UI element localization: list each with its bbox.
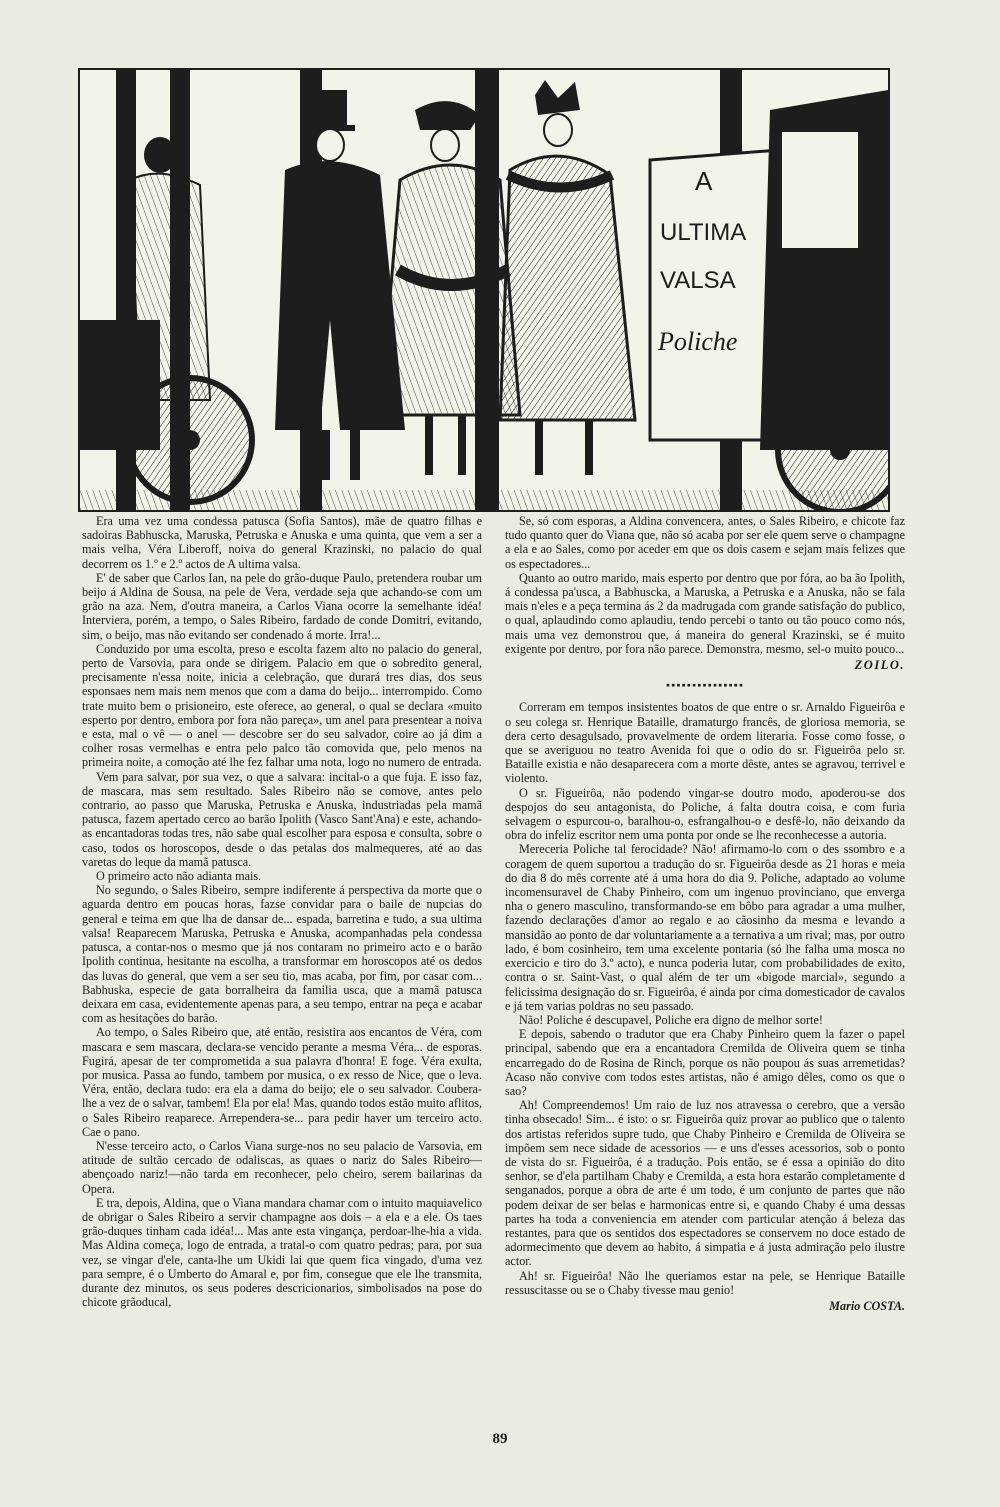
theatre-illustration <box>78 68 890 512</box>
poster-line-4: Poliche <box>658 327 738 356</box>
poster-line-3: VALSA <box>660 267 736 294</box>
article-paragraph: O primeiro acto não adianta mais. <box>96 869 262 884</box>
article-paragraph: Ah! sr. Figueirôa! Não lhe queriamos estar na pele, se Henrique Bataille ressuscitasse ou se o Chaby tivesse mau genio! <box>505 1268 905 1297</box>
article-paragraph: E' de saber que Carlos Ian, na pele do grão-duque Paulo, pretendera roubar um beijo á Aldina de Sousa, na pele de Vera, verdade seja que achando-se com um grão na aza. Nem, d'outra maneira, a Carlos Viana ocorre la semelhante idéa! Interviera, porém, a tempo, o Sales Ribeiro, fardado de conde Domitri, evitando, sim, o beijo, mas não evitando ser condenado á morte. Irra!... <box>82 570 482 642</box>
article-paragraph: Não! Poliche é descupavel, Poliche era digno de melhor sorte! <box>519 1012 823 1027</box>
article-paragraph: Correram em tempos insistentes boatos de que entre o sr. Arnaldo Figueirôa e o seu colega sr. Henrique Bataille, dramaturgo francês, de gloriosa memoria, se dera certo desagulsado, provavelmente de ordem literaria. Fosse como fosse, o que se averiguou no teatro Avenida foi que o odio do sr. Figueirôa pelo sr. Bataille existia e não desaparecera com a morte dêste, antes se agravou, terrivel e violento. <box>505 700 905 786</box>
article-paragraph: Era uma vez uma condessa patusca (Sofia Santos), mãe de quatro filhas e sadoiras Babhuscka, Maruska, Petruska e Anuska e uma quinta, que vem a ser a mais velha, Véra Liberoff, noiva do general Krazinski, no palacio do qual decorrem os 1.º e 2.º actos de A ultima valsa. <box>82 514 482 571</box>
poster <box>650 150 780 440</box>
article-paragraph: Vem para salvar, por sua vez, o que a salvara: incital-o a que fuja. E isso faz, de mascara, mas sem resultado. Sales Ribeiro não se comove, antes pelo contrario, ao passo que Maruska, Petruska e Anuska, industriadas pela mamã patusca, fazem apertado cerco ao barão Ipolith (Vasco Sant'Ana) e este, achando-as encantadoras todas tres, não sabe qual escolher para esposa e consulta, sobre o caso, todos os horoscopos, desde o das petalas dos malmequeres, até ao das varetas do leque da mamã patusca. <box>82 769 482 869</box>
poster-line-2: ULTIMA <box>660 219 747 246</box>
illustration-drawing <box>80 70 888 510</box>
poster-line-1: A <box>695 166 713 196</box>
article-paragraph: N'esse terceiro acto, o Carlos Viana surge-nos no seu palacio de Varsovia, em atitude de sultão cercado de odaliscas, as quaes o nariz do Sales Ribeiro—abençoado nariz!—não tarda em reconhecer, pelo cheiro, serem bailarinas da Opera. <box>82 1138 482 1196</box>
article-paragraph: No segundo, o Sales Ribeiro, sempre indiferente á perspectiva da morte que o aguarda dentro em poucas horas, fazse convidar para o baile de nupcias do general e teima em que lha de dansar de... espada, barretina e tudo, a sua ultima valsa! Reaparecem Maruska, Petruska e Anuska, acompanhadas pela condessa patusca, a contar-nos o mesmo que já nos contaram no primeiro acto e o barão Ipolith continua, hesitante na escolha, a transformar em horoscopos até os dedos das luvas do general, que vem a ser seu tio, mas acaba, por fim, por casar com... Babhuska, especie de gata borralheira da familia usca, que a mamã patusca deixara em casa, evidentemente apenas para, a seu tempo, entrar na peça e acabar com as hesitações do barão. <box>82 883 482 1026</box>
author-signature-mario-costa: Mario COSTA. <box>829 1298 905 1313</box>
article-column-right <box>505 514 905 1313</box>
article-paragraph: Ah! Compreendemos! Um raio de luz nos atravessa o cerebro, que a versão tinha obsecado! Sim... é isto: o sr. Figueirôa quiz provar ao publico que o talento dos artistas referidos supre tudo, que Chaby Pinheiro e Cremilda de Oliveira se impõem sem nece sidade de acessorios — e uns d'esses acessorios, sob o ponto de vista do sr. Figueirôa, é a tradução. Pois então, se é essa a opinião do dito senhor, se d'ela partilham Chaby e Cremilda, a esta hora estarão completamente d senganados, porque a obra de arte é um todo, é um conjunto de partes que não podem deixar de ser belas e harmonicas entre si, e quando Chaby é uma dessas partes ha toda a conveniencia em atender com particular atenção á beleza das restantes, para que os sentidos dos espectadores se conservem no doce estado de adormecimento que devem ao habito, á simpatia e á justa admiração pelo ilustre actor. <box>505 1098 905 1269</box>
right-car <box>760 90 888 510</box>
article-paragraph: E depois, sabendo o tradutor que era Chaby Pinheiro quem la fazer o papel principal, sabendo que era a encantadora Cremilda de Oliveira quem se tinha encarregado do de Rosina de Rinch, porque os não poupou ás suas arremetidas? Acaso não convive com todos estes artistas, não é amigo dêles, como os que o sao? <box>505 1027 905 1098</box>
author-signature-zoilo: ZOILO. <box>854 658 905 673</box>
article-paragraph: O sr. Figueirôa, não podendo vingar-se doutro modo, apoderou-se dos despojos do seu antagonista, do Poliche, á falta doutra coisa, e com furia selvagem o espurcou-o, baralhou-o, esfrangalhou-o e desfê-lo, não deixando da obra do infeliz escritor nem uma ponta por onde se lhe reconhecesse a autoria. <box>505 785 905 843</box>
page-number: 89 <box>492 1431 508 1447</box>
article-paragraph: Ao tempo, o Sales Ribeiro que, até então, resistira aos encantos de Véra, com mascara e sem mascara, declara-se vencido perante a mesma Véra... de esporas. Fugirá, apesar de ter comprometida a sua palavra d'honra! E foge. Véra exulta, por musica. Passa ao fundo, tambem por musica, o ex resso de Nice, que o leva. Véra, então, declara tudo: era ela a dama do beijo; ele o seu salvador. Coubera-lhe a vez de o salvar, tambem! Ela por ela! Mas, quando todos estão muito aflitos, o Sales Ribeiro reaparece. Arrependera-se... para pedir haver um terceiro acto. Cae o pano. <box>82 1025 482 1139</box>
article-column-left <box>82 514 482 1309</box>
article-paragraph: Mereceria Poliche tal ferocidade? Não! afirmamo-lo com o des ssombro e a coragem de quem suportou a tradução do sr. Figueirôa desde as 21 horas e meia do dia 8 do mês corrente até á uma hora do dia 9. Poliche, adaptado ao volume incomensuravel de Chaby Pinheiro, com um ingenuo provinciano, que enverga nha o genero masculino, transformando-se em bôbo para agradar a uma mulher, fazendo declarações d'amor ao regalo e ao cãosinho da mesma e levando a mansidão ao ponto de dar voluntariamente a a ternativa a um rival; mas, por outro lado, é bom cosinheiro, tem uma excelente pontaria (só lhe falha uma mosca no exercicio e tiro do 3.º acto), e nunca poderia lutar, com probabilidades de exito, contra o sr. Saint-Vast, o qual além de ter um «bigode marcial», segundo a felicissima designação do sr. Figueirôa, é ainda por cima domesticador de cavalos e já tem varias poldras no seu passado. <box>505 842 905 1013</box>
article-paragraph: Se, só com esporas, a Aldina convencera, antes, o Sales Ribeiro, e chicote faz tudo quanto quer do Viana que, não só acaba por ser ele quem serve o champagne a ela e ao Sales, como por aceder em que os dois casem e sejam mais felizes que os espectadores... <box>505 514 905 571</box>
article-paragraph: Conduzido por uma escolta, preso e escolta fazem alto no palacio do general, perto de Varsovia, para onde se dirigem. Palacio em que o sobredito general, precisamente n'essa noite, inicia a celebração, que durará tres dias, dos seus esponsaes nem mais nem menos que com a dama do beijo... interrompido. Como trate muito bem o prisioneiro, este oferece, ao general, o qual se declara «muito esperto por dentro, embora por fora não pareça», um anel para presentear a noiva e esta, mal o vê — o anel — descobre ser do seu salvador, coire ao já dim a colher rosas vermelhas e entra pelo palco tão comovida que, pelo menos na primeira noite, a comoção até lhe fez falhar uma nota, logo no numero de entrada. <box>82 641 482 770</box>
section-divider: ▪▪▪▪▪▪▪▪▪▪▪▪▪▪▪ <box>665 681 745 690</box>
article-paragraph: Quanto ao outro marido, mais esperto por dentro que por fóra, ao ba ão Ipolith, á condessa pa'usca, a Babhuscka, a Maruska, a Petruska e a Anuska, não se fala mais n'eles e a peça termina ás 2 da madrugada com grande satisfação do publico, o qual, aplaudindo como aplaudiu, tendo percebi o tanto ou tão pouco como nós, mais uma vez demonstrou que, á maneira do general Krazinski, se é muito exigente por dentro, por fora não parece. Demonstra, mesmo, sel-o muito pouco... <box>505 570 905 656</box>
article-paragraph: E tra, depois, Aldina, que o Viana mandara chamar com o intuito maquiavelico de obrigar o Sales Ribeiro a servir champagne aos dois – a ela e a ele. Os taes grão-duques tinham cada idéa!... Mas ante esta vingança, perdoar-lhe-hia a vida. Mas Aldina começa, logo de entrada, a tratal-o com quatro pedras; para, por sua vez, se vingar d'ele, canta-lhe um Ukidi lai que quem fica vingado, d'uma vez para sempre, é o Umberto do Amaral e, por fim, consegue que ele lhe transmita, durante dez minutos, os seus poderes descricionarios, simbolisados na pose do chicote grãoducal, <box>82 1195 482 1310</box>
